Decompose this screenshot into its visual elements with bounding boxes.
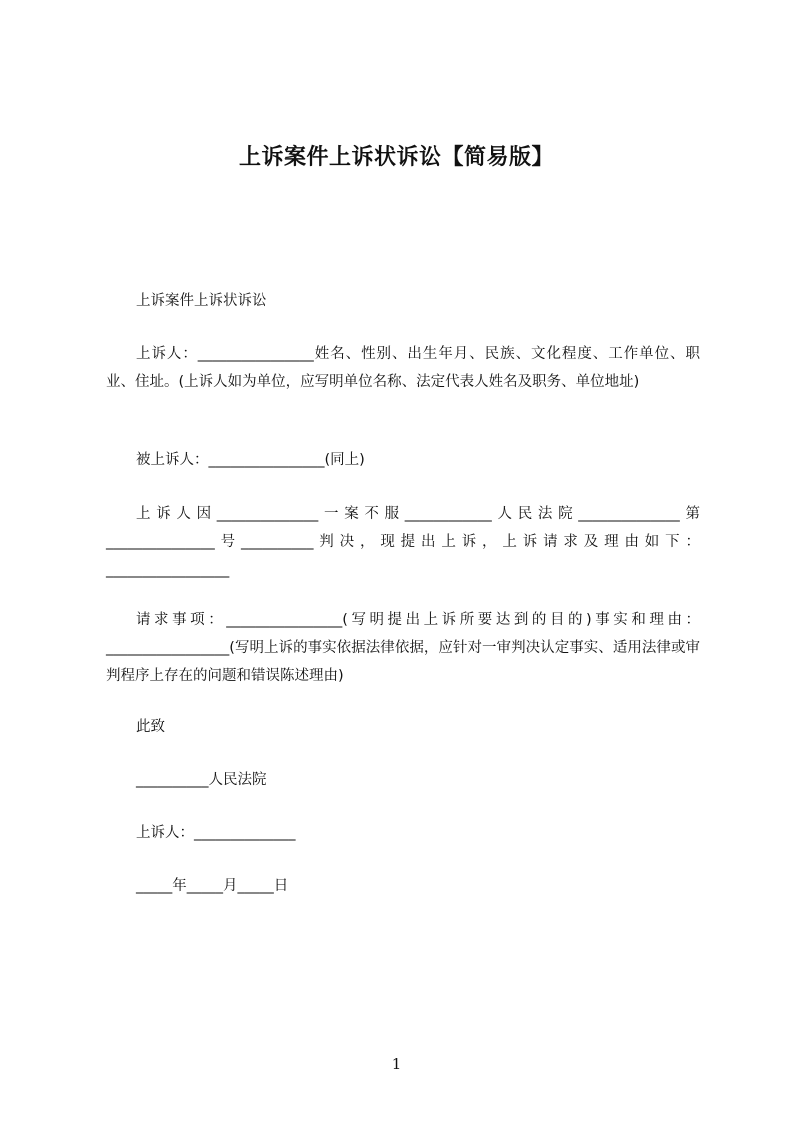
- salutation: 此致: [136, 719, 165, 735]
- court-line: __________人民法院: [136, 772, 267, 788]
- cause-paragraph: 上诉人因______________一案不服____________人民法院______________第_______________号__________判决，现提出上诉，上诉请求及理由如下：_________________: [106, 506, 700, 578]
- document-heading: 上诉案件上诉状诉讼: [136, 293, 267, 309]
- appellant-paragraph: 上诉人：________________姓名、性别、出生年月、民族、文化程度、工作单位、职业、住址。(上诉人如为单位，应写明单位名称、法定代表人姓名及职务、单位地址): [106, 346, 700, 390]
- signature-line: 上诉人：______________: [136, 825, 296, 841]
- document-title: 上诉案件上诉状诉讼【简易版】: [238, 145, 554, 170]
- date-line: _____年_____月_____日: [136, 878, 289, 894]
- page-number: 1: [391, 1055, 402, 1073]
- appellee-paragraph: 被上诉人：________________(同上): [136, 452, 365, 468]
- claims-paragraph: 请求事项：________________(写明提出上诉所要达到的目的)事实和理由：_________________(写明上诉的事实依据法律依据，应针对一审判决认定事实、适用法律或审判程序上存在的问题和错误陈述理由): [106, 612, 700, 684]
